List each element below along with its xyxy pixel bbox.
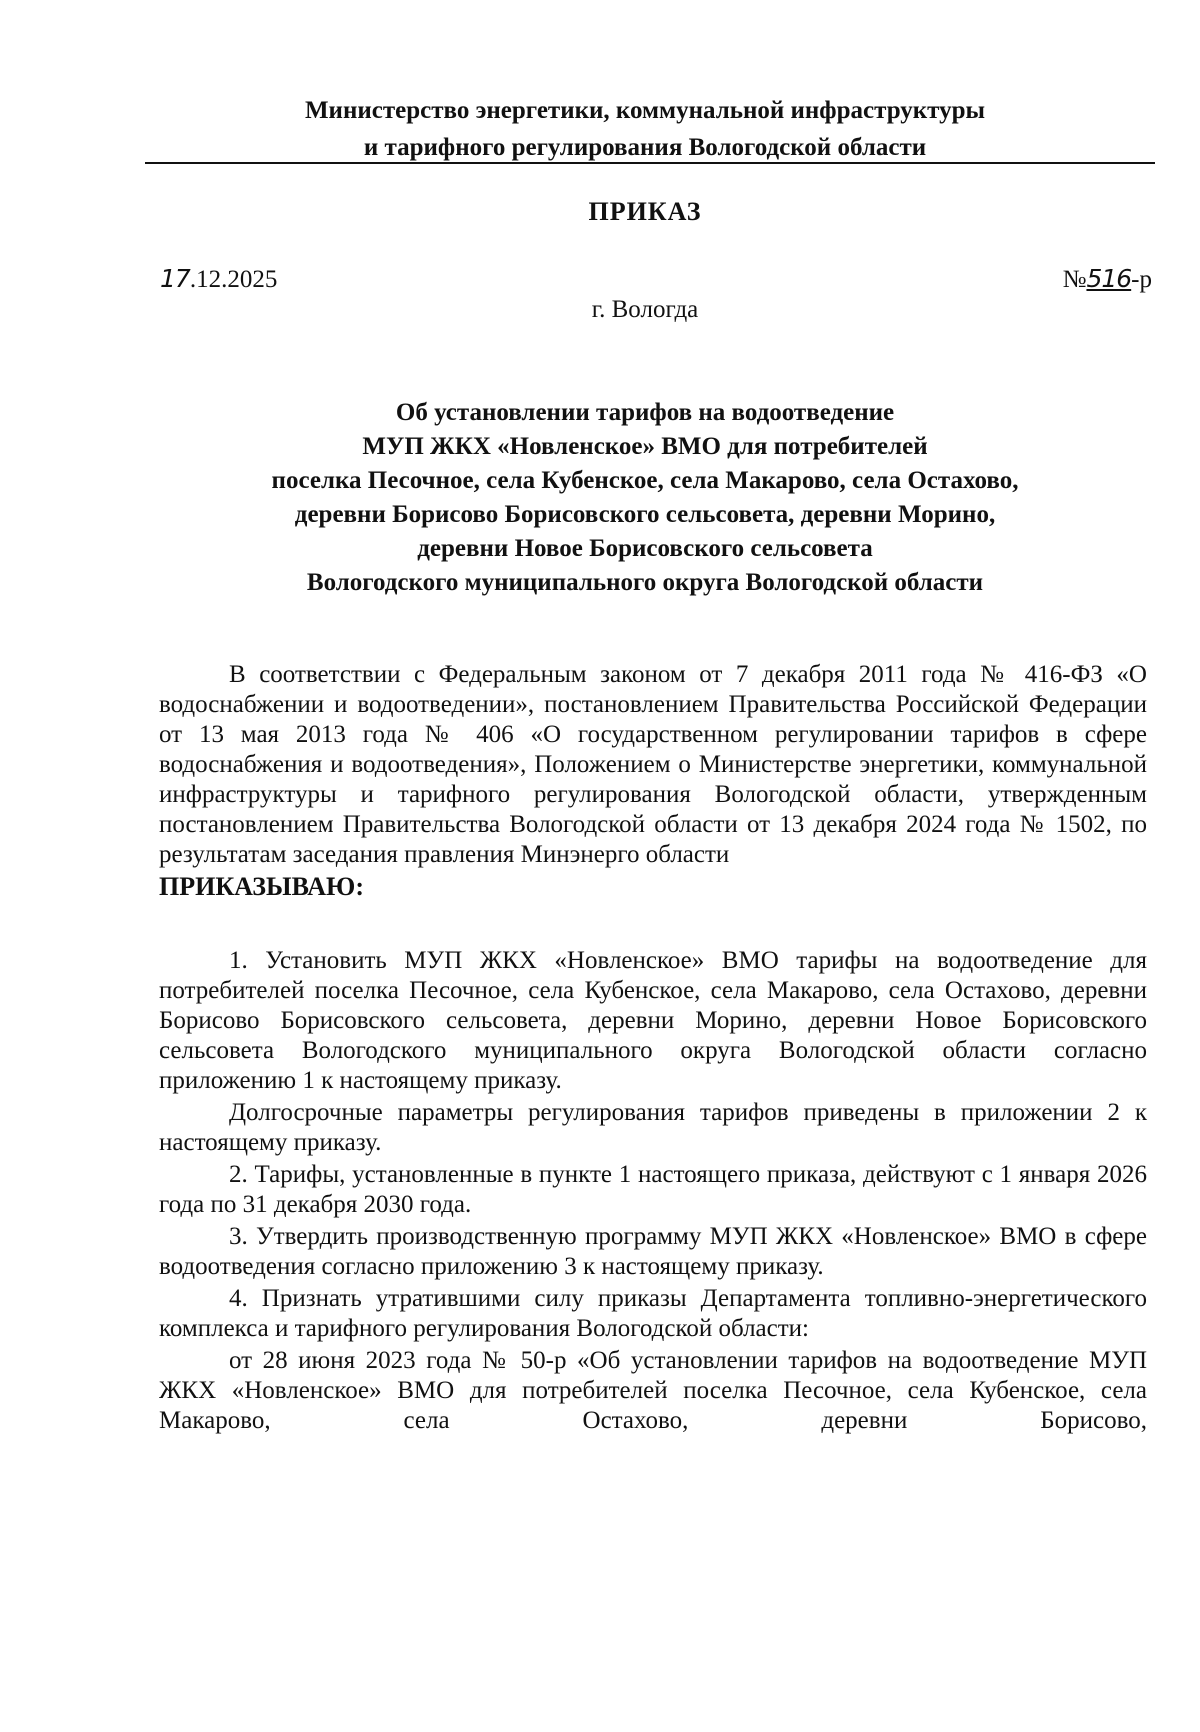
- order-word: ПРИКАЗЫВАЮ:: [159, 872, 364, 901]
- item-3: 3. Утвердить производственную программу МУП ЖКХ «Новленское» ВМО в сфере водоотведения согласно приложению 3 к настоящему приказу.: [159, 1223, 1147, 1280]
- document-title: [140, 396, 1150, 600]
- item-1-parameters: Долгосрочные параметры регулирования тарифов приведены в приложении 2 к настоящему приказу.: [159, 1099, 1147, 1156]
- handwritten-number: 516: [1086, 264, 1132, 293]
- handwritten-day: 17: [160, 264, 190, 293]
- title-line: поселка Песочное, села Кубенское, села Макарово, села Остахово,: [271, 467, 1019, 494]
- title-line: деревни Новое Борисовского сельсовета: [417, 535, 873, 562]
- title-line: Вологодского муниципального округа Вологодской области: [306, 569, 984, 596]
- item-1: 1. Установить МУП ЖКХ «Новленское» ВМО тарифы на водоотведение для потребителей поселка Песочное, села Кубенское, села Макарово, села Остахово, деревни Борисово Борисовского сельсовета, деревни Морино, деревни Новое Борисовского сельсовета Вологодского муниципального округа Вологодской области согласно приложению 1 к настоящему приказу.: [159, 947, 1147, 1094]
- date-rest: .12.2025: [189, 266, 278, 293]
- ministry-header: [140, 92, 1150, 166]
- number-sign: №: [1062, 266, 1087, 293]
- number-suffix: -р: [1131, 266, 1152, 293]
- title-line: деревни Борисово Борисовского сельсовета, деревни Морино,: [294, 501, 996, 528]
- city: г. Вологда: [591, 296, 699, 323]
- item-4: 4. Признать утратившими силу приказы Департамента топливно-энергетического комплекса и тарифного регулирования Вологодской области:: [159, 1285, 1147, 1342]
- title-line: МУП ЖКХ «Новленское» ВМО для потребителей: [362, 433, 928, 460]
- ministry-header-line-2: и тарифного регулирования Вологодской области: [363, 134, 927, 161]
- order-date: [160, 264, 277, 294]
- item-4-sub: от 28 июня 2023 года № 50-р «Об установлении тарифов на водоотведение МУП ЖКХ «Новленское» ВМО для потребителей поселка Песочное, села Кубенское, села Макарово, села Остахово, деревни Борисово,: [159, 1347, 1147, 1434]
- preamble-paragraph: В соответствии с Федеральным законом от 7 декабря 2011 года № 416-ФЗ «О водоснабжении и водоотведении», постановлением Правительства Российской Федерации от 13 мая 2013 года № 406 «О государственном регулировании тарифов в сфере водоснабжения и водоотведения», Положением о Министерстве энергетики, коммунальной инфраструктуры и тарифного регулирования Вологодской области, утвержденным постановлением Правительства Вологодской области от 13 декабря 2024 года № 1502, по результатам заседания правления Минэнерго области: [159, 661, 1147, 868]
- document-body: [159, 660, 1147, 1436]
- document-type: ПРИКАЗ: [588, 197, 702, 226]
- order-number: [1063, 264, 1152, 294]
- title-line: Об установлении тарифов на водоотведение: [395, 399, 895, 426]
- item-2: 2. Тарифы, установленные в пункте 1 настоящего приказа, действуют с 1 января 2026 года по 31 декабря 2030 года.: [159, 1161, 1147, 1218]
- header-divider: [145, 162, 1155, 164]
- ministry-header-line-1: Министерство энергетики, коммунальной инфраструктуры: [304, 97, 986, 124]
